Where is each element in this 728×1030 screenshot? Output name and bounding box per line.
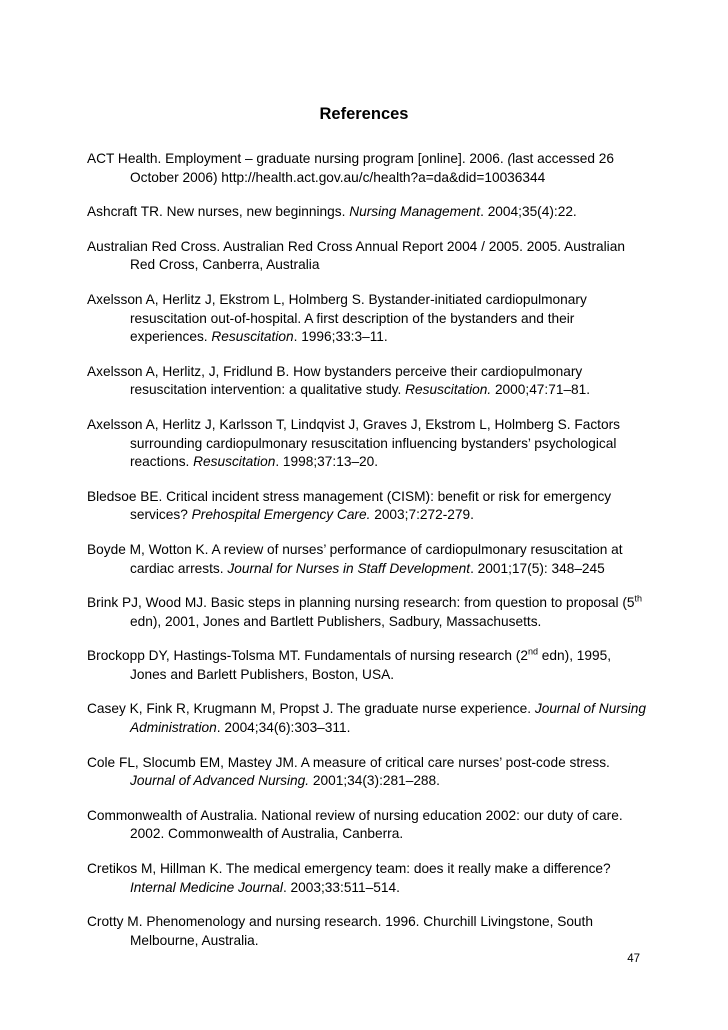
page-number: 47 <box>627 953 640 965</box>
reference-text: Cretikos M, Hillman K. The medical emergency team: does it really make a difference? <box>87 861 611 877</box>
reference-text: Boyde M, Wotton K. A review of nurses’ performance of cardiopulmonary resuscitation at cardiac arrests. <box>87 541 623 576</box>
reference-text: 2000;47:71–81. <box>491 382 591 398</box>
reference-text: . 2003;33:511–514. <box>282 879 400 895</box>
reference-text: Axelsson A, Herlitz J, Ekstrom L, Holmberg S. Bystander-initiated cardiopulmonary resuscitation out-of-hospital. A first description of the bystanders and their experiences. <box>87 291 587 345</box>
reference-text: Axelsson A, Herlitz J, Karlsson T, Lindqvist J, Graves J, Ekstrom L, Holmberg S. Factors surrounding cardiopulmonary resuscitation influencing bystanders’ psychological reactions. <box>87 416 620 470</box>
reference-entry <box>87 291 647 347</box>
reference-text: . 2004;35(4):22. <box>480 204 577 220</box>
reference-text: ACT Health. Employment – graduate nursing program [online]. 2006. <box>87 151 508 166</box>
reference-italic-text: Journal of Advanced Nursing. <box>130 773 310 789</box>
reference-text: Casey K, Fink R, Krugmann M, Propst J. The graduate nurse experience. <box>87 701 535 717</box>
reference-text: Commonwealth of Australia. National review of nursing education 2002: our duty of care. 2002. Commonwealth of Australia, Canberra. <box>87 807 623 842</box>
reference-text: edn), 2001, Jones and Bartlett Publishers, Sadbury, Massachusetts. <box>130 613 542 629</box>
reference-text: Crotty M. Phenomenology and nursing research. 1996. Churchill Livingstone, South Melbourne, Australia. <box>87 914 593 948</box>
reference-entry <box>87 238 647 275</box>
reference-text: . 1998;37:13–20. <box>275 454 379 470</box>
reference-entry <box>87 647 647 684</box>
reference-entry <box>87 203 647 222</box>
reference-text: Brockopp DY, Hastings-Tolsma MT. Fundamentals of nursing research (2 <box>87 648 528 664</box>
reference-italic-text: Nursing Management <box>349 204 481 220</box>
reference-entry <box>87 363 647 400</box>
reference-italic-text: Journal of Nursing Administration <box>130 701 646 736</box>
reference-entry <box>87 754 647 791</box>
reference-entry <box>87 913 647 950</box>
reference-text: Axelsson A, Herlitz, J, Fridlund B. How bystanders perceive their cardiopulmonary resuscitation intervention: a qualitative study. <box>87 363 583 398</box>
reference-entry <box>87 700 647 737</box>
reference-superscript: nd <box>527 646 538 657</box>
reference-text: Bledsoe BE. Critical incident stress management (CISM): benefit or risk for emergency services? <box>87 488 612 523</box>
reference-italic-text: Resuscitation. <box>405 382 492 398</box>
reference-entry <box>87 150 647 187</box>
reference-text: Australian Red Cross. Australian Red Cross Annual Report 2004 / 2005. 2005. Australian Red Cross, Canberra, Australia <box>87 238 625 273</box>
reference-entry <box>87 594 647 631</box>
reference-text: . 1996;33:3–11. <box>293 329 388 345</box>
reference-superscript: th <box>634 593 643 604</box>
reference-list <box>87 150 647 966</box>
reference-text: last accessed 26 October 2006) http://health.act.gov.au/c/health?a=da&did=10036344 <box>130 151 615 185</box>
reference-italic-text: Resuscitation <box>193 454 276 470</box>
reference-text: Brink PJ, Wood MJ. Basic steps in planning nursing research: from question to proposal (5 <box>87 595 635 611</box>
reference-text: 2003;7:272-279. <box>370 507 474 523</box>
reference-entry <box>87 488 647 525</box>
reference-text: Cole FL, Slocumb EM, Mastey JM. A measure of critical care nurses’ post-code stress. <box>87 754 610 770</box>
reference-entry <box>87 860 647 897</box>
page-title: References <box>319 105 409 123</box>
reference-italic-text: Internal Medicine Journal <box>130 879 283 895</box>
reference-italic-text: ( <box>507 151 513 166</box>
reference-text: edn), 1995, Jones and Barlett Publishers, Boston, USA. <box>130 648 612 682</box>
reference-text: 2001;34(3):281–288. <box>309 773 440 789</box>
reference-italic-text: Resuscitation <box>211 329 294 345</box>
reference-italic-text: Journal for Nurses in Staff Development <box>227 560 471 576</box>
reference-text: Ashcraft TR. New nurses, new beginnings. <box>87 204 350 220</box>
reference-entry <box>87 807 647 844</box>
reference-text: . 2004;34(6):303–311. <box>216 720 351 736</box>
reference-italic-text: Prehospital Emergency Care. <box>191 507 371 523</box>
reference-text: . 2001;17(5): 348–245 <box>470 560 605 576</box>
reference-entry <box>87 541 647 578</box>
reference-entry <box>87 416 647 472</box>
